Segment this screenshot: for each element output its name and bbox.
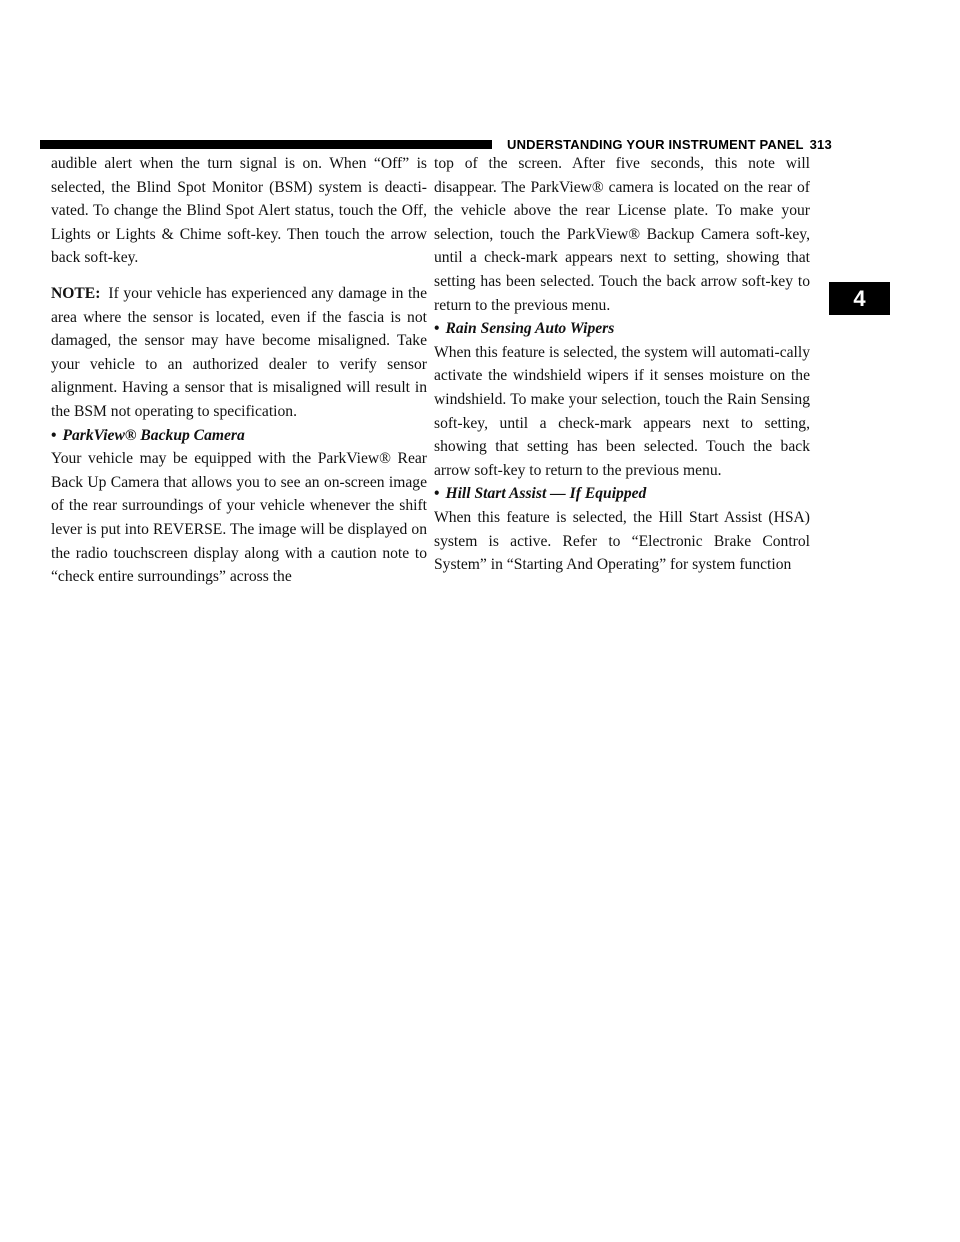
paragraph-hill-start: When this feature is selected, the Hill Start Assist (HSA) system is active. Refer to “Electronic Brake Control System” in “Starting And Operating” for system function — [434, 508, 810, 574]
paragraph-parkview-continued: top of the screen. After five seconds, this note will disappear. The ParkView® camera is located on the rear of the vehicle above the rear License plate. To make your selection, touch the ParkView® Backup Camera soft-key, until a check-mark appears next to setting, showing that setting has been selected. Touch the back arrow soft-key to return to the previous menu. — [434, 155, 810, 314]
header-title: UNDERSTANDING YOUR INSTRUMENT PANEL — [507, 137, 804, 152]
bullet-dot: • — [434, 320, 440, 338]
note-label: NOTE: — [51, 284, 101, 302]
running-header — [507, 137, 832, 153]
page-number: 313 — [809, 137, 832, 152]
bullet-rain-label: Rain Sensing Auto Wipers — [445, 320, 615, 338]
bullet-dot: • — [51, 426, 57, 444]
note-text: If your vehicle has experienced any damage in the area where the sensor is located, even if the fascia is not damaged, the sensor may have become misaligned. Take your vehicle to an authorized dealer to verify sensor alignment. Having a sensor that is misaligned will result in the BSM not operating to specification. — [51, 284, 427, 420]
right-column — [434, 152, 810, 577]
paragraph-parkview: Your vehicle may be equipped with the ParkView® Rear Back Up Camera that allows you to see an on-screen image of the rear surroundings of your vehicle whenever the shift lever is put into REVERSE. The image will be displayed on the radio touchscreen display along with a caution note to “check entire surroundings” across the — [51, 450, 427, 586]
bullet-hill-label: Hill Start Assist — If Equipped — [445, 485, 647, 503]
section-tab: 4 — [829, 282, 890, 315]
note-paragraph — [51, 282, 427, 424]
header-rule — [40, 140, 492, 149]
bullet-rain-sensing — [434, 317, 810, 341]
bullet-parkview — [51, 424, 427, 448]
left-column — [51, 152, 427, 589]
paragraph-bsm-alert: audible alert when the turn signal is on. When “Off” is selected, the Blind Spot Monitor (BSM) system is deacti-vated. To change the Blind Spot Alert status, touch the Off, Lights or Lights & Chime soft-key. Then touch the arrow back soft-key. — [51, 155, 427, 267]
bullet-parkview-label: ParkView® Backup Camera — [62, 426, 245, 444]
bullet-hill-start — [434, 482, 810, 506]
bullet-dot: • — [434, 485, 440, 503]
paragraph-rain-sensing: When this feature is selected, the system will automati-cally activate the windshield wipers if it senses moisture on the windshield. To make your selection, touch the Rain Sensing soft-key, until a check-mark appears next to setting, showing that setting has been selected. Touch the back arrow soft-key to return to the previous menu. — [434, 343, 810, 479]
